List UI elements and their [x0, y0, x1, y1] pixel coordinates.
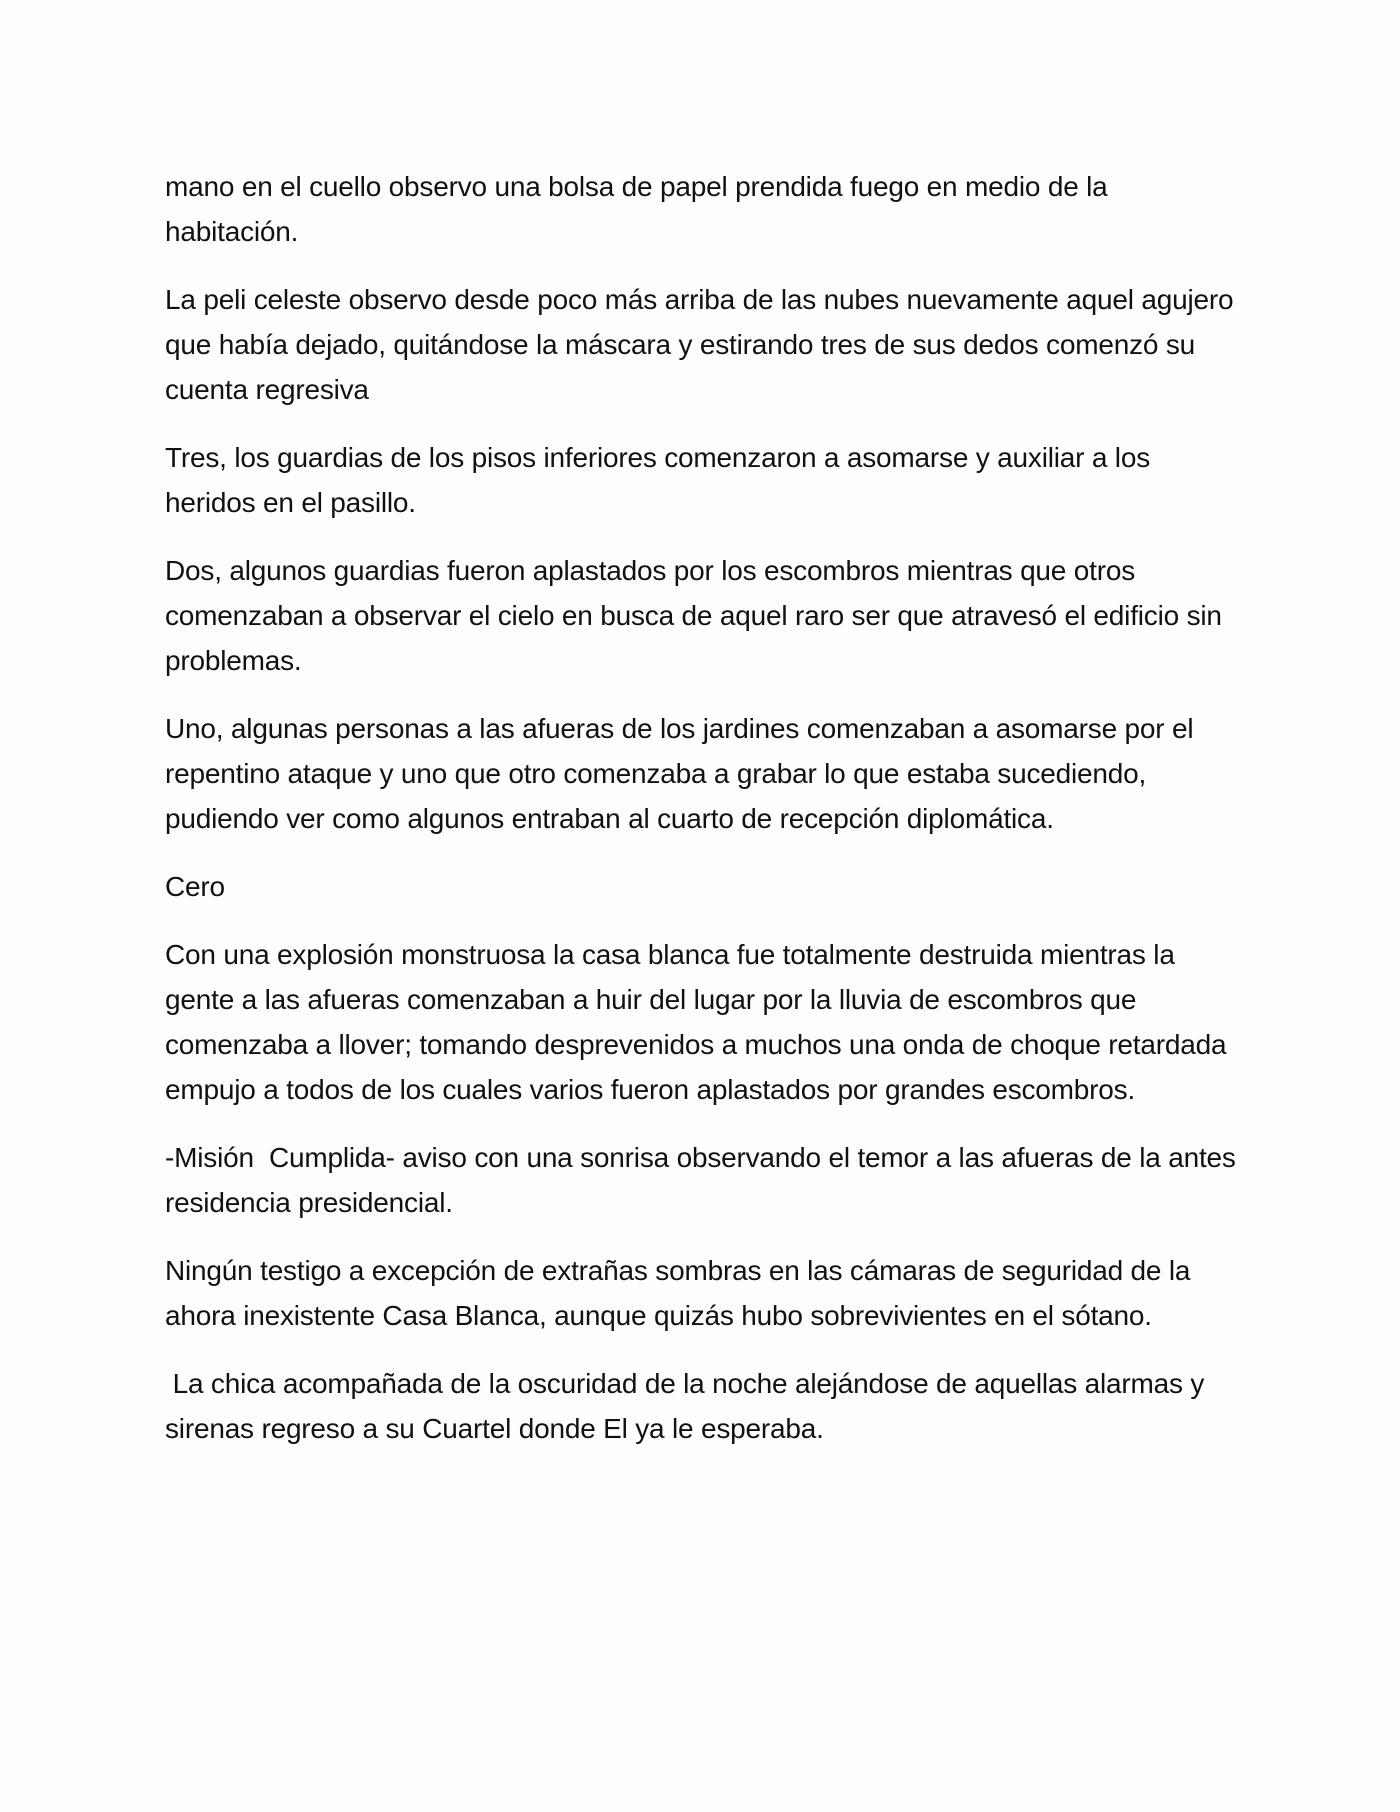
paragraph-ningun-testigo: Ningún testigo a excepción de extrañas sombras en las cámaras de seguridad de la ahora inexistente Casa Blanca, aunque quizás hubo sobrevivientes en el sótano. [165, 1255, 1198, 1331]
paragraph-continuation: mano en el cuello observo una bolsa de papel prendida fuego en medio de la habitación. [165, 171, 1116, 247]
paragraph-tres: Tres, los guardias de los pisos inferiores comenzaron a asomarse y auxiliar a los heridos en el pasillo. [165, 442, 1158, 518]
paragraph-mision-cumplida: -Misión Cumplida- aviso con una sonrisa observando el temor a las afueras de la antes residencia presidencial. [165, 1142, 1244, 1218]
paragraph-uno: Uno, algunas personas a las afueras de los jardines comenzaban a asomarse por el repentino ataque y uno que otro comenzaba a grabar lo que estaba sucediendo, pudiendo ver como algunos entraban al cuarto de recepción diplomática. [165, 713, 1201, 834]
paragraph-cero: Cero [165, 871, 225, 902]
document-body [165, 164, 1245, 1474]
paragraph-final: La chica acompañada de la oscuridad de la noche alejándose de aquellas alarmas y sirenas regreso a su Cuartel donde El ya le esperaba. [165, 1368, 1212, 1444]
paragraph-countdown-intro: La peli celeste observo desde poco más arriba de las nubes nuevamente aquel agujero que había dejado, quitándose la máscara y estirando tres de sus dedos comenzó su cuenta regresiva [165, 284, 1241, 405]
paragraph-dos: Dos, algunos guardias fueron aplastados por los escombros mientras que otros comenzaban a observar el cielo en busca de aquel raro ser que atravesó el edificio sin problemas. [165, 555, 1230, 676]
paragraph-explosion: Con una explosión monstruosa la casa blanca fue totalmente destruida mientras la gente a las afueras comenzaban a huir del lugar por la lluvia de escombros que comenzaba a llover; tomando desprevenidos a muchos una onda de choque retardada empujo a todos de los cuales varios fueron aplastados por grandes escombros. [165, 939, 1234, 1105]
